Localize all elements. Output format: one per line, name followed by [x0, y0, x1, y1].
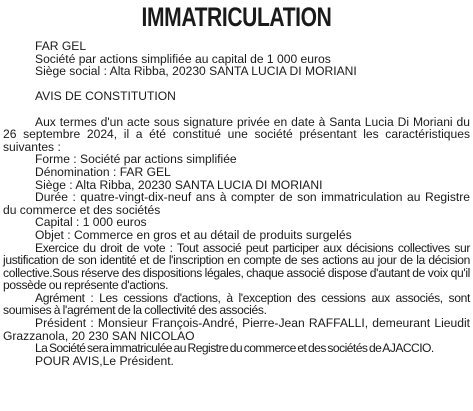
spacer [3, 103, 470, 116]
field-siege: Siège : Alta Ribba, 20230 SANTA LUCIA DI MORIANI [35, 177, 323, 192]
field-agrement: Agrément : Les cessions d'actions, à l'exception des cessions aux associés, sont soumises à l'agrément de la collectivité des associés. [3, 290, 470, 318]
field-duree: Durée : quatre-vingt-dix-neuf ans à compter de son immatriculation au Registre du commerce et des sociétés [3, 190, 470, 217]
notice-title: AVIS DE CONSTITUTION [35, 89, 176, 104]
field-objet: Objet : Commerce en gros et au détail de produits surgelés [35, 227, 352, 242]
notice-body [3, 40, 470, 367]
field-vote: Exercice du droit de vote : Tout associé peut participer aux décisions collectives sur justification de son identité et de l'inscription en compte de ses actions au jour de la décision collective.Sous réserve des dispositions légales, chaque associé dispose d'autant de voix qu'il possède ou représente d'actions. [3, 240, 470, 293]
company-name: FAR GEL [35, 39, 87, 53]
company-description: Société par actions simplifiée au capital de 1 000 euros [35, 51, 331, 66]
field-president: Président : Monsieur François-André, Pierre-Jean RAFFALLI, demeurant Lieudit Grazzanola, 20 230 SAN NICOLAO [3, 316, 470, 343]
closing-line: POUR AVIS,Le Président. [35, 353, 174, 368]
field-capital: Capital : 1 000 euros [35, 215, 147, 230]
intro-paragraph: Aux termes d'un acte sous signature privée en date à Santa Lucia Di Moriani du 26 septembre 2024, il a été constitué une société présentant les caractéristiques suivantes : [3, 114, 470, 154]
registration-line: La Société sera immatriculée au Registre du commerce et des sociétés de AJACCIO. [35, 341, 434, 356]
field-forme: Forme : Société par actions simplifiée [35, 152, 237, 167]
page-title: IMMATRICULATION [141, 2, 332, 32]
registered-office: Siège social : Alta Ribba, 20230 SANTA LUCIA DI MORIANI [35, 64, 357, 79]
field-denomination: Dénomination : FAR GEL [35, 164, 171, 179]
